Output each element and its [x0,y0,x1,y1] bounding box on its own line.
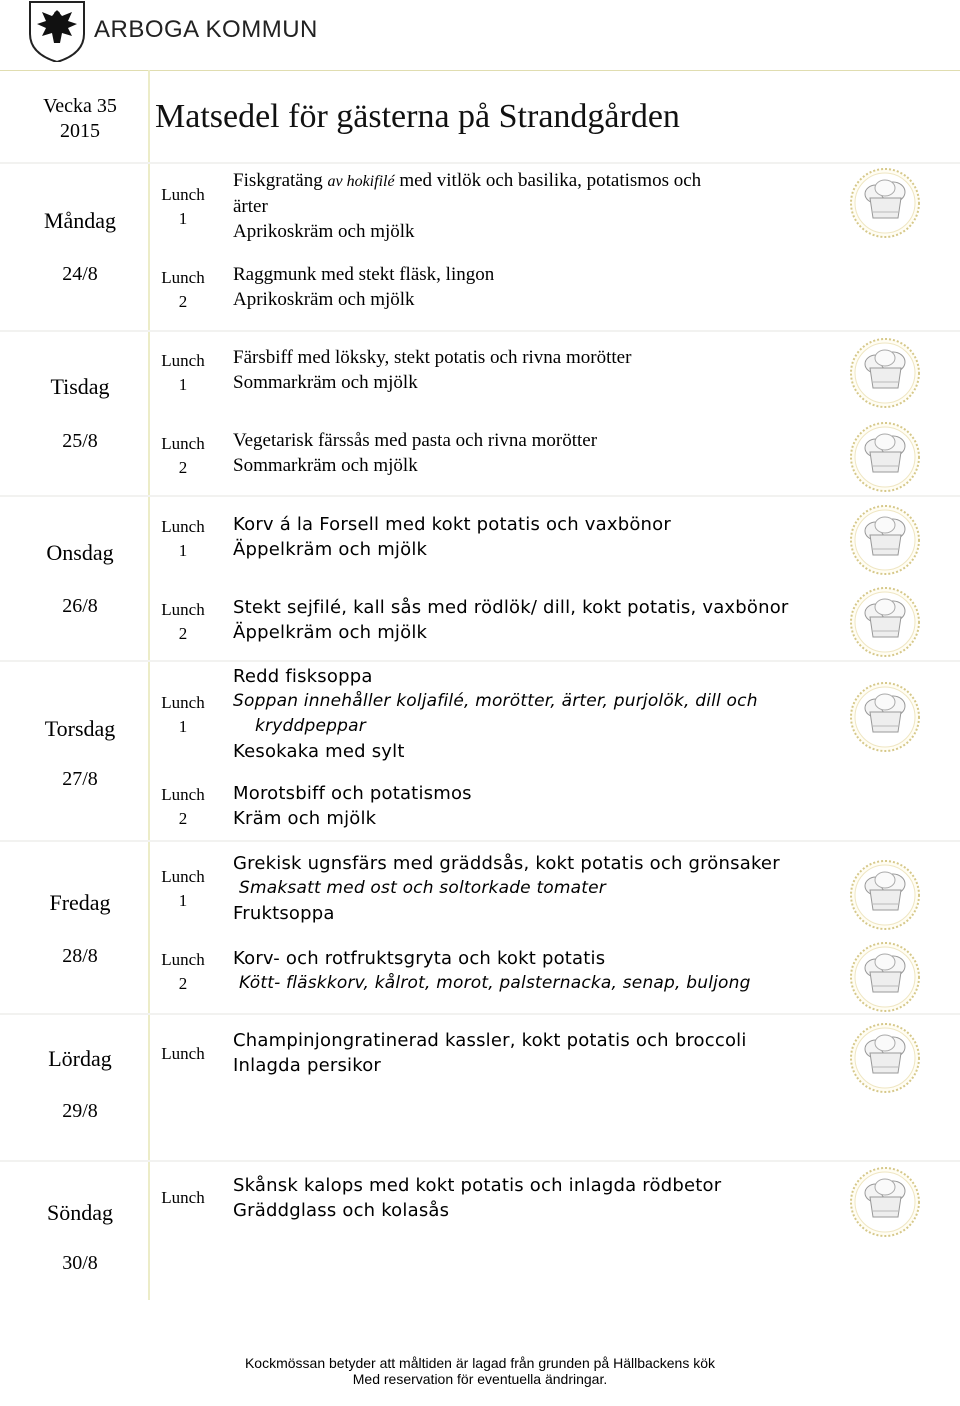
lunch-label: Lunch [161,1188,205,1207]
chef-hat-icon [848,940,922,1014]
org-name: ARBOGA KOMMUN [94,16,318,43]
chef-hat-icon [848,1021,922,1095]
lunch-number: 2 [178,974,188,993]
meal-text: Morotsbiff och potatismos Kräm och mjölk [233,783,472,829]
day-date: 28/8 [62,945,98,967]
lunch-number: 1 [178,717,188,736]
row-divider [0,1160,960,1162]
lunch-label: Lunch 2 [150,266,216,314]
lunch-label: Lunch 2 [150,948,216,996]
chef-hat-icon [848,858,922,932]
day-name: Tisdag [50,374,110,399]
row-divider [0,1013,960,1015]
lunch-label: Lunch 1 [150,865,216,913]
lunch-number: 2 [178,458,188,477]
chef-hat-icon [848,585,922,659]
row-divider [0,162,960,164]
meal-text: Skånsk kalops med kokt potatis och inlagda rödbetor Gräddglass och kolasås [233,1175,722,1221]
chef-hat-icon [848,503,922,577]
week-label [0,94,160,144]
day-date: 30/8 [62,1252,98,1274]
header-rule [0,70,960,71]
page-title: Matsedel för gästerna på Strandgården [155,98,680,135]
lunch-label: Lunch 1 [150,515,216,563]
meal-text: Redd fisksoppa Soppan innehåller koljafilé, morötter, ärter, purjolök, dill och kryddpeppar Kesokaka med sylt [233,666,758,762]
row-divider [0,495,960,497]
lunch-number: 1 [178,375,188,394]
lunch-number: 2 [178,809,188,828]
lunch-label: Lunch 1 [150,691,216,739]
chef-hat-icon [848,1165,922,1239]
week-number: Vecka 35 [43,95,117,117]
day-date: 27/8 [62,768,98,790]
week-year: 2015 [60,120,100,142]
meal-text: Vegetarisk färssås med pasta och rivna morötter Sommarkräm och mjölk [233,430,598,476]
meal-text: Champinjongratinerad kassler, kokt potatis och broccoli Inlagda persikor [233,1030,747,1076]
lunch-label: Lunch 1 [150,349,216,397]
lunch-label: Lunch 2 [150,598,216,646]
day-name: Torsdag [44,716,116,741]
meal-text: Raggmunk med stekt fläsk, lingon Aprikoskräm och mjölk [233,264,495,310]
footer-note [0,1355,960,1387]
chef-hat-icon [848,680,922,754]
lunch-number: 2 [178,624,188,643]
meal-text: Färsbiff med löksky, stekt potatis och rivna morötter Sommarkräm och mjölk [233,347,632,393]
row-divider [0,840,960,842]
day-name: Lördag [48,1046,112,1071]
meal-text: Grekisk ugnsfärs med gräddsås, kokt potatis och grönsaker Smaksatt med ost och soltorkade tomater Fruktsoppa [233,853,780,924]
meal-text: Fiskgratäng av hokifilé med vitlök och basilika, potatismos och ärter Aprikoskräm och mjölk [233,170,702,242]
chef-hat-icon [848,420,922,494]
day-date: 29/8 [62,1100,98,1122]
lunch-number: 1 [178,541,188,560]
coat-of-arms-eagle-icon [26,0,88,62]
meal-text: Stekt sejfilé, kall sås med rödlök/ dill, kokt potatis, vaxbönor Äppelkräm och mjölk [233,597,789,643]
chef-hat-icon [848,336,922,410]
day-name: Fredag [49,890,111,915]
day-date: 26/8 [62,595,98,617]
day-date: 25/8 [62,430,98,452]
row-divider [0,660,960,662]
lunch-label: Lunch 2 [150,783,216,831]
lunch-number: 1 [178,209,188,228]
footer-line: Kockmössan betyder att måltiden är lagad från grunden på Hällbackens kök [244,1355,716,1371]
row-divider [0,330,960,332]
day-date: 24/8 [62,263,98,285]
lunch-label: Lunch 1 [150,183,216,231]
logo [26,0,88,62]
day-name: Måndag [43,208,117,233]
lunch-number: 2 [178,292,188,311]
meal-text: Korv- och rotfruktsgryta och kokt potatis Kött- fläskkorv, kålrot, morot, palsternacka, senap, buljong [233,948,751,993]
day-name: Onsdag [46,540,114,565]
lunch-label: Lunch 2 [150,432,216,480]
footer-line: Med reservation för eventuella ändringar. [352,1371,608,1387]
chef-hat-icon [848,166,922,240]
meal-text: Korv á la Forsell med kokt potatis och vaxbönor Äppelkräm och mjölk [233,514,671,560]
lunch-label: Lunch [161,1044,205,1063]
day-name: Söndag [47,1200,113,1225]
lunch-number: 1 [178,891,188,910]
